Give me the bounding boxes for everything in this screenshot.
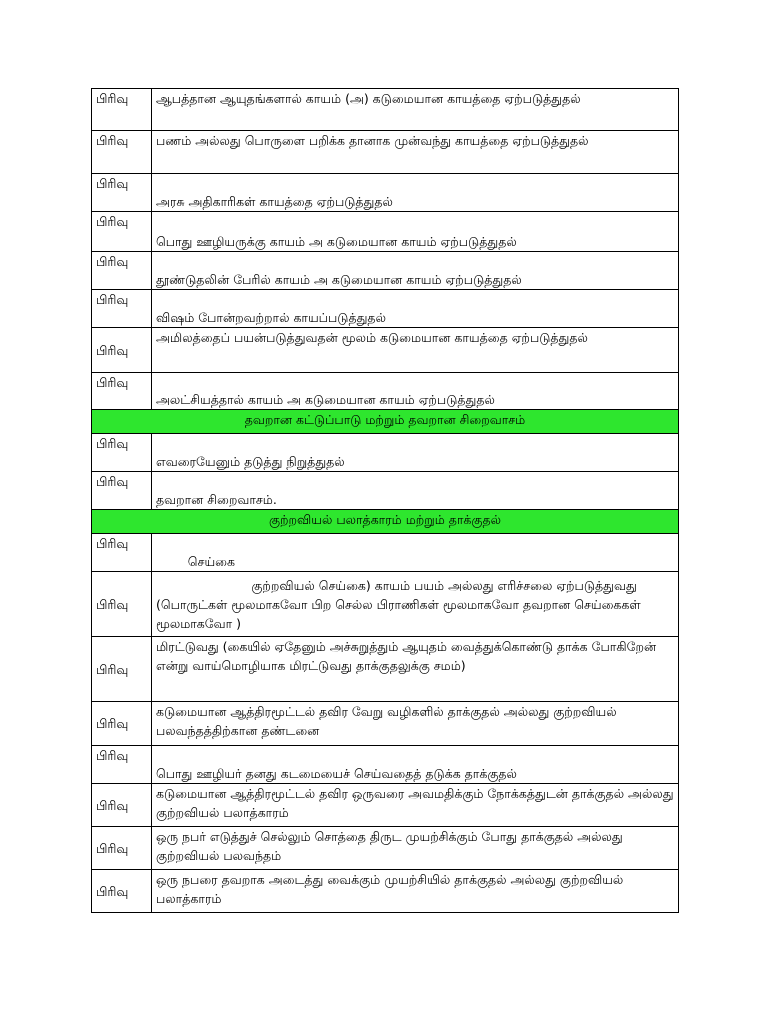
table-row — [92, 534, 679, 572]
section-description: மிரட்டுவது (கையில் ஏதேனும் அச்சுறுத்தும் ஆயுதம் வைத்துக்கொண்டு தாக்க போகிறேன் என்று வாய்மொழியாக மிரட்டுவது தாக்குதலுக்கு சமம்) — [152, 637, 679, 702]
section-label: பிரிவு — [92, 89, 152, 131]
table-row — [92, 328, 679, 373]
table-row — [92, 434, 679, 472]
section-label: பிரிவு — [92, 373, 152, 410]
section-header: தவறான கட்டுப்பாடு மற்றும் தவறான சிறைவாசம் — [92, 410, 679, 434]
table-row — [92, 252, 679, 290]
section-label: பிரிவு — [92, 746, 152, 784]
table-row — [92, 174, 679, 212]
section-description: கடுமையான ஆத்திரமூட்டல் தவிர வேறு வழிகளில் தாக்குதல் அல்லது குற்றவியல் பலவந்தத்திற்கான தண்டனை — [152, 702, 679, 746]
table-body — [92, 89, 679, 913]
section-description: செய்கை — [152, 534, 679, 572]
section-description: ஒரு நபரை தவறாக அடைத்து வைக்கும் முயற்சியில் தாக்குதல் அல்லது குற்றவியல் பலாத்காரம் — [152, 870, 679, 913]
section-label: பிரிவு — [92, 328, 152, 373]
section-description: தூண்டுதலின் பேரில் காயம் அ கடுமையான காயம் ஏற்படுத்துதல் — [152, 252, 679, 290]
table-row — [92, 637, 679, 702]
section-header-row — [92, 510, 679, 534]
section-label: பிரிவு — [92, 534, 152, 572]
section-description: பணம் அல்லது பொருளை பறிக்க தானாக முன்வந்து காயத்தை ஏற்படுத்துதல் — [152, 131, 679, 174]
section-label: பிரிவு — [92, 827, 152, 870]
section-description: தவறான சிறைவாசம். — [152, 472, 679, 510]
table-row — [92, 784, 679, 827]
table-row — [92, 870, 679, 913]
section-description: விஷம் போன்றவற்றால் காயப்படுத்துதல் — [152, 290, 679, 328]
section-label: பிரிவு — [92, 870, 152, 913]
section-label: பிரிவு — [92, 434, 152, 472]
section-label: பிரிவு — [92, 472, 152, 510]
section-label: பிரிவு — [92, 174, 152, 212]
table-row — [92, 572, 679, 637]
section-description: எவரையேனும் தடுத்து நிறுத்துதல் — [152, 434, 679, 472]
table-row — [92, 212, 679, 252]
table-row — [92, 472, 679, 510]
section-description: கடுமையான ஆத்திரமூட்டல் தவிர ஒருவரை அவமதிக்கும் நோக்கத்துடன் தாக்குதல் அல்லது குற்றவியல் பலாத்காரம் — [152, 784, 679, 827]
section-label: பிரிவு — [92, 212, 152, 252]
section-description: ஆபத்தான ஆயுதங்களால் காயம் (அ) கடுமையான காயத்தை ஏற்படுத்துதல் — [152, 89, 679, 131]
table-row — [92, 746, 679, 784]
table-row — [92, 827, 679, 870]
table-row — [92, 131, 679, 174]
section-label: பிரிவு — [92, 131, 152, 174]
section-description: பொது ஊழியர் தனது கடமையைச் செய்வதைத் தடுக்க தாக்குதல் — [152, 746, 679, 784]
ipc-sections-table — [91, 88, 679, 913]
section-label: பிரிவு — [92, 702, 152, 746]
section-header-row — [92, 410, 679, 434]
section-description: அமிலத்தைப் பயன்படுத்துவதன் மூலம் கடுமையான காயத்தை ஏற்படுத்துதல் — [152, 328, 679, 373]
section-description: அலட்சியத்தால் காயம் அ கடுமையான காயம் ஏற்படுத்துதல் — [152, 373, 679, 410]
section-description: ஒரு நபர் எடுத்துச் செல்லும் சொத்தை திருட முயற்சிக்கும் போது தாக்குதல் அல்லது குற்றவியல் பலவந்தம் — [152, 827, 679, 870]
section-label: பிரிவு — [92, 784, 152, 827]
table-row — [92, 702, 679, 746]
table-row — [92, 89, 679, 131]
section-label: பிரிவு — [92, 252, 152, 290]
section-label: பிரிவு — [92, 290, 152, 328]
section-description: குற்றவியல் செய்கை) காயம் பயம் அல்லது எரிச்சலை ஏற்படுத்துவது (பொருட்கள் மூலமாகவோ பிற செல்ல பிராணிகள் மூலமாகவோ தவறான செய்கைகள் மூலமாகவோ ) — [152, 572, 679, 637]
section-header: குற்றவியல் பலாத்காரம் மற்றும் தாக்குதல் — [92, 510, 679, 534]
table-row — [92, 373, 679, 410]
table-row — [92, 290, 679, 328]
section-description: பொது ஊழியருக்கு காயம் அ கடுமையான காயம் ஏற்படுத்துதல் — [152, 212, 679, 252]
section-label: பிரிவு — [92, 637, 152, 702]
section-description: அரசு அதிகாரிகள் காயத்தை ஏற்படுத்துதல் — [152, 174, 679, 212]
section-label: பிரிவு — [92, 572, 152, 637]
